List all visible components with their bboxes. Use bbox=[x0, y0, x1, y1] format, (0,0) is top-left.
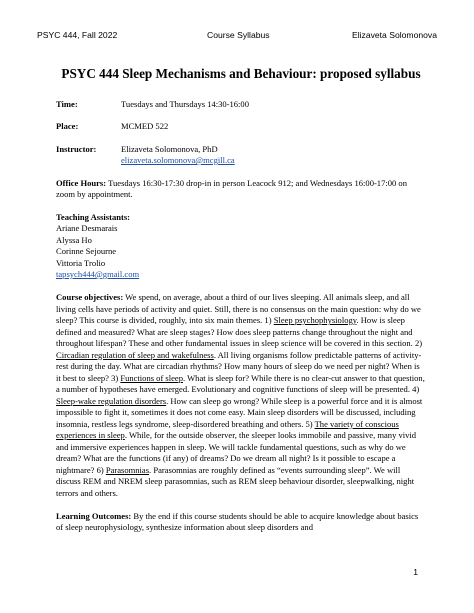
course-objectives: Course objectives: We spend, on average, about a third of our lives sleeping. All animals sleep, and all living cells have periods of activity and quiet. Still, there is no consensus on the main question: why do we sleep? This course is divided, roughly, into six main themes. 1) Sleep psychophysiology. How is sleep defined and measured? What are sleep stages? How does sleep patterns change throughout the night and throughout lifespan? These and other fundamental issues in sleep science will be covered in this section. 2) Circadian regulation of sleep and wakefulness. All living organisms follow predictable patterns of activity-rest during the day. What are circadian rhythms? How many hours of sleep do we need per night? When is it best to sleep? 3) Functions of sleep. What is sleep for? While there is no clear-cut answer to that question, a number of hypotheses have emerged. Evolutionary and cognitive functions of sleep will be presented. 4) Sleep-wake regulation disorders. How can sleep go wrong? While sleep is a powerful force and it is almost impossible to fight it, sometimes it does not come easy. Main sleep disorders will be discussed, including insomnia, restless legs syndrome, sleep-disordered breathing and others. 5) The variety of conscious experiences in sleep. While, for the outside observer, the sleeper looks immobile and passive, many vivid and immersive experiences happen in sleep. We will tackle fundamental questions, such as why do we dream? What are the functions (if any) of dreams? Do we dream all night? Is it possible to escape a nightmare? 6) Parasomnias. Parasomnias are roughly defined as “events surrounding sleep”. We will discuss REM and NREM sleep parasomnias, such as REM sleep behaviour disorder, sleepwalking, night terrors and others. bbox=[56, 292, 425, 498]
page-number: 1 bbox=[413, 567, 418, 577]
page-header bbox=[37, 30, 437, 44]
theme-conscious-experiences: The variety of conscious experiences in sleep bbox=[56, 418, 399, 440]
theme-sleep-psychophysiology: Sleep psychophysiology bbox=[273, 315, 357, 325]
time-row bbox=[56, 99, 426, 111]
instructor-name: Elizaveta Solomonova, PhD bbox=[121, 143, 218, 154]
document-body bbox=[56, 66, 426, 534]
teaching-assistants bbox=[56, 212, 426, 281]
instructor-row bbox=[56, 144, 426, 167]
theme-circadian-regulation: Circadian regulation of sleep and wakefulness bbox=[56, 349, 214, 360]
header-doc-type: Course Syllabus bbox=[207, 30, 270, 40]
time-value: Tuesdays and Thursdays 14:30-16:00 bbox=[121, 98, 249, 109]
header-course: PSYC 444, Fall 2022 bbox=[37, 30, 118, 40]
place-value: MCMED 522 bbox=[121, 121, 169, 131]
page-title: PSYC 444 Sleep Mechanisms and Behaviour: proposed syllabus bbox=[61, 66, 421, 81]
ta-name: Ariane Desmarais bbox=[56, 223, 118, 233]
office-hours-text: Tuesdays 16:30-17:30 drop-in in person Leacock 912; and Wednesdays 16:00-17:00 on zoom by appointment. bbox=[56, 177, 407, 199]
theme-sleep-wake-disorders: Sleep-wake regulation disorders bbox=[56, 395, 167, 406]
office-hours-label: Office Hours: bbox=[56, 177, 107, 188]
theme-parasomnias: Parasomnias bbox=[105, 464, 150, 475]
instructor-label: Instructor: bbox=[56, 143, 97, 154]
place-label: Place: bbox=[56, 121, 79, 131]
learning-outcomes bbox=[56, 511, 426, 534]
outcomes-label: Learning Outcomes: bbox=[56, 510, 132, 521]
instructor-email-link[interactable]: elizaveta.solomonova@mcgill.ca bbox=[121, 155, 235, 165]
theme-functions-of-sleep: Functions of sleep bbox=[120, 372, 183, 383]
ta-name: Corinne Sejourne bbox=[56, 246, 117, 256]
ta-label: Teaching Assistants: bbox=[56, 211, 131, 222]
place-row bbox=[56, 121, 426, 133]
objectives-label: Course objectives: bbox=[56, 292, 124, 302]
office-hours bbox=[56, 178, 426, 201]
ta-name: Vittoria Trolio bbox=[56, 257, 106, 268]
ta-email-link[interactable]: tapsych444@gmail.com bbox=[56, 269, 140, 279]
ta-name: Alyssa Ho bbox=[56, 234, 92, 245]
header-instructor: Elizaveta Solomonova bbox=[351, 30, 437, 40]
outcomes-text: By the end if this course students should be able to acquire knowledge about basics of sleep neurophysiology, synthesize information about sleep disorders and bbox=[56, 510, 419, 532]
time-label: Time: bbox=[56, 98, 78, 109]
